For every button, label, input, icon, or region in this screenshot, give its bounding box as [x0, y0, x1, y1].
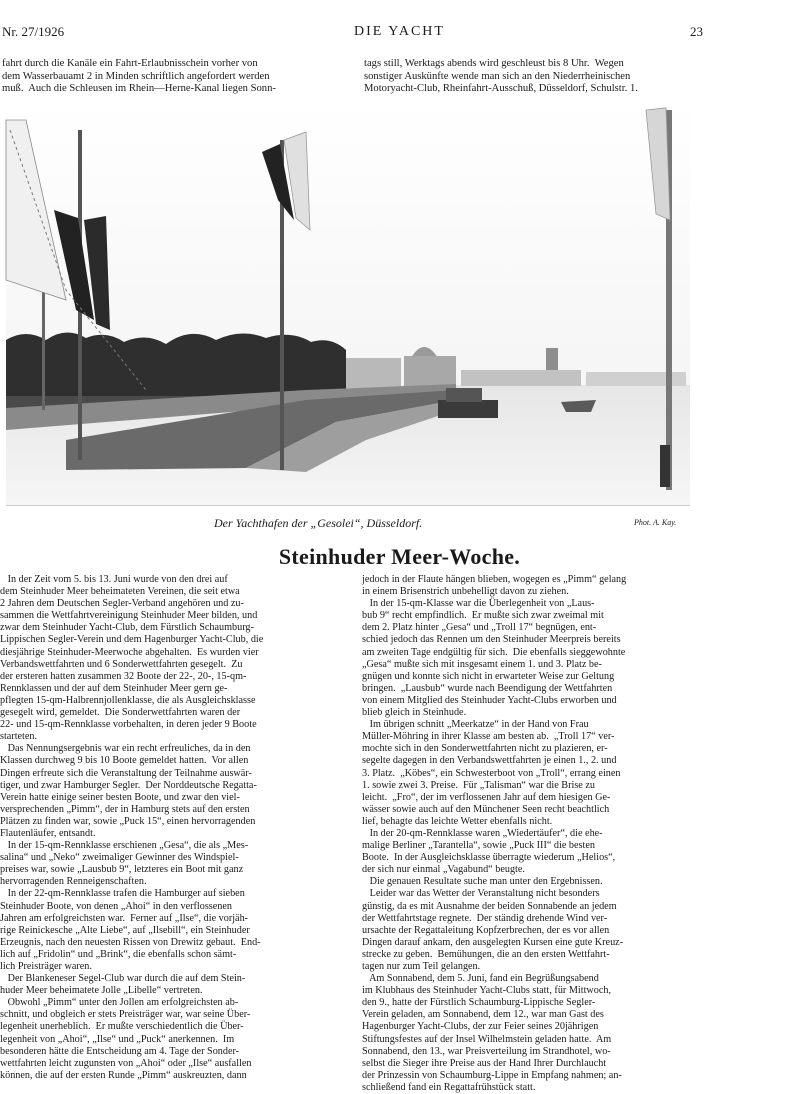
text-line: schließend fand ein Regattafrühstück statt.: [362, 1081, 536, 1093]
text-line: 3. Platz. „Köbes“, ein Schwesterboot von „Troll“, errang einen: [362, 767, 621, 779]
text-line: Rennklassen und der auf dem Steinhuder Meer gern ge-: [0, 682, 228, 694]
text-line: legenheit unerheblich. Er mußte verschiedentlich die Über-: [0, 1021, 244, 1033]
text-line: Hagenburger Yacht-Clubs, der zur Feier seines 20jährigen: [362, 1021, 599, 1033]
text-line: preises war, sowie „Lausbub 9“, letzteres ein Boot mit ganz: [0, 864, 244, 876]
harbor-photo: [6, 100, 690, 506]
text-line: huder Meer beheimatete Jolle „Libelle“ vertreten.: [0, 985, 203, 997]
text-line: schied jedoch das Rennen um den Steinhuder Meerpreis bereits: [362, 634, 621, 646]
text-line: ursachte der Regattaleitung Kopfzerbrechen, der es vor allen: [362, 924, 610, 936]
text-line: Plätzen zu finden war, sowie „Puck 15“, einen hervorragenden: [0, 815, 256, 827]
text-line: der Wettfahrtstage regnete. Der ständig drehende Wind ver-: [362, 912, 608, 924]
text-line: fahrt durch die Kanäle ein Fahrt-Erlaubnisschein vorher von: [2, 58, 258, 69]
text-line: Verein hatte einige seiner besten Boote, und zwar den viel-: [0, 791, 240, 803]
text-line: Dingen erfreute sich die Veranstaltung der Teilnahme auswär-: [0, 767, 252, 779]
text-line: sonstiger Auskünfte wende man sich an den Niederrheinischen: [364, 70, 631, 82]
text-line: salina“ und „Neko“ zweimaliger Gewinner des Windspiel-: [0, 852, 239, 864]
text-line: malige Berliner „Tarantella“, sowie „Puck III“ die besten: [362, 840, 595, 852]
text-line: Obwohl „Pimm“ unter den Jollen am erfolgreichsten ab-: [0, 997, 239, 1009]
text-line: Jahren am erfolgreichsten war. Ferner auf „Ilse“, die vorjäh-: [0, 912, 249, 924]
text-line: Verbandswettfahrten und 6 Sonderwettfahrten gesegelt. Zu: [0, 658, 243, 670]
text-line: gesegelt wird, gemeldet. Die Sonderwettfahrten waren der: [0, 707, 241, 719]
text-line: sammen die Wettfahrtvereinigung Steinhuder Meer bilden, und: [0, 610, 258, 622]
text-line: den 9., hatte der Fürstlich Schaumburg-Lippische Segler-: [362, 997, 596, 1009]
text-line: Flautenläufer, entsandt.: [0, 827, 96, 839]
text-line: gnügen und konnte sich nicht in erwarteter Weise zur Geltung: [362, 670, 615, 682]
text-line: lich Preisträger waren.: [0, 961, 92, 972]
text-line: leicht. „Fro“, der im verflossenen Jahr auf dem hiesigen Ge-: [362, 791, 611, 803]
text-line: diesjährige Steinhuder-Meerwoche abgehalten. Es wurden vier: [0, 646, 259, 658]
continued-text-left: [2, 58, 328, 96]
article-title: Steinhuder Meer-Woche.: [278, 544, 521, 569]
harbor-photo-image: [6, 100, 690, 505]
text-line: Im übrigen schnitt „Meerkatze“ in der Hand von Frau: [362, 719, 589, 731]
text-line: in einem Brisenstrich unbehelligt davon zu ziehen.: [362, 586, 569, 598]
issue-number: Nr. 27/1926: [2, 24, 65, 39]
text-line: Sonnabend, den 13., war Preisverteilung im Strandhotel, wo-: [362, 1045, 611, 1057]
text-line: Motoryacht-Club, Rheinfahrt-Ausschuß, Düsseldorf, Schulstr. 1.: [364, 83, 638, 94]
text-line: Stiftungsfestes auf der Insel Wilhelmstein geladen hatte. Am: [362, 1033, 612, 1045]
article-column-right: [362, 574, 700, 1093]
text-line: Steinhuder Boote, von denen „Ahoi“ in den verflossenen: [0, 900, 232, 912]
text-line: von einem Mitglied des Steinhuder Yacht-Clubs erworben und: [362, 694, 617, 706]
text-line: der ersteren hatten zusammen 32 Boote der 22-, 20-, 15-qm-: [0, 670, 247, 682]
text-line: pflegten 15-qm-Halbrennjollenklasse, die als Ausgleichsklasse: [0, 694, 256, 706]
text-line: der sich nur einmal „Vagabund“ beugte.: [362, 864, 525, 876]
continued-text-right: [364, 58, 704, 96]
photo-credit: Phot. A. Kay.: [634, 518, 677, 527]
text-line: Klassen durchweg 9 bis 10 Boote gemeldet hatten. Vor allen: [0, 755, 249, 767]
text-line: dem Steinhuder Meer beheimateten Vereinen, die seit etwa: [0, 586, 240, 598]
journal-title: DIE YACHT: [354, 24, 445, 39]
text-line: strecke zu geben. Bemühungen, die an den ersten Wettfahrt-: [362, 948, 610, 960]
text-line: wettfahrten leicht zugunsten von „Ahoi“ oder „Ilse“ ausfallen: [0, 1057, 252, 1069]
text-line: besonderen hätte die Entscheidung am 4. Tage der Sonder-: [0, 1045, 240, 1057]
text-line: hervorragenden Renneigenschaften.: [0, 876, 147, 888]
text-line: 2 Jahren dem Deutschen Segler-Verband angehören und zu-: [0, 598, 244, 610]
text-line: Leider war das Wetter der Veranstaltung nicht besonders: [362, 888, 600, 900]
text-line: versprechenden „Pimm“, der in Hamburg stets auf den ersten: [0, 803, 250, 815]
text-line: selbst die Sieger ihre Preise aus der Hand Ihrer Durchlaucht: [362, 1057, 607, 1069]
text-line: bringen. „Lausbub“ wurde nach Beendigung der Wettfahrten: [362, 682, 613, 694]
text-line: Die genauen Resultate suche man unter den Ergebnissen.: [362, 876, 603, 888]
text-line: tags still, Werktags abends wird geschleust bis 8 Uhr. Wegen: [364, 58, 624, 69]
text-line: In der 22-qm-Rennklasse trafen die Hamburger auf sieben: [0, 888, 245, 900]
text-line: rige Reinickesche „Alte Liebe“, auf „Ilsebill“, ein Steinhuder: [0, 924, 250, 936]
text-line: Erzeugnis, nach den neuesten Rissen von Drewitz gebaut. End-: [0, 936, 261, 948]
photo-caption: Der Yachthafen der „Gesolei“, Düsseldorf.: [214, 516, 423, 530]
page-number: 23: [690, 24, 703, 39]
text-line: In der 15-qm-Rennklasse erschienen „Gesa“, die als „Mes-: [0, 840, 249, 852]
page-header: [0, 24, 799, 44]
text-line: Lippischen Segler-Verein und dem Hagenburger Yacht-Club, die: [0, 634, 264, 646]
text-line: 22- und 15-qm-Rennklasse vorbehalten, in deren jeder 9 Boote: [0, 719, 257, 731]
text-line: lich auf „Fridolin“ und „Brink“, die ebenfalls schon sämt-: [0, 948, 237, 960]
text-line: legenheit von „Ahoi“, „Ilse“ und „Puck“ anerkennen. Im: [0, 1033, 235, 1045]
text-line: blieb gleich in Steinhude.: [362, 707, 467, 719]
continued-text: [0, 58, 799, 98]
text-line: tiger, und zwar Hamburger Segler. Der Norddeutsche Regatta-: [0, 779, 257, 791]
text-line: am zweiten Tage endgültig für sich. Die ebenfalls sieggewohnte: [362, 646, 626, 658]
text-line: wässer sowie auch auf den Münchener Seen recht beachtlich: [362, 803, 610, 815]
text-line: muß. Auch die Schleusen im Rhein—Herne-Kanal liegen Sonn-: [2, 83, 276, 94]
text-line: zwar dem Steinhuder Yacht-Club, dem Fürstlich Schaumburg-: [0, 622, 254, 634]
text-line: In der 15-qm-Klasse war die Überlegenheit von „Laus-: [362, 598, 595, 610]
article-column-left: [0, 574, 336, 1081]
text-line: In der Zeit vom 5. bis 13. Juni wurde von den drei auf: [0, 574, 228, 585]
text-line: In der 20-qm-Rennklasse waren „Wiedertäufer“, die ehe-: [362, 827, 603, 839]
text-line: Boote. In der Ausgleichsklasse überragte wiederum „Helios“,: [362, 852, 616, 864]
text-line: günstig, da es mit Ausnahme der beiden Sonnabende an jedem: [362, 900, 617, 912]
text-line: im Klubhaus des Steinhuder Yacht-Clubs statt, für Mittwoch,: [362, 985, 612, 997]
text-line: Am Sonnabend, dem 5. Juni, fand ein Begrüßungsabend: [362, 973, 599, 985]
text-line: können, die auf der ersten Runde „Pimm“ auskreuzten, dann: [0, 1069, 247, 1081]
text-line: schnitt, und obgleich er stets Preisträger war, war seine Über-: [0, 1009, 251, 1021]
text-line: lief, behagte das leichte Wetter ebenfalls nicht.: [362, 815, 553, 827]
text-line: Dingen darauf ankam, den ausgelegten Kursen eine gute Kreuz-: [362, 936, 624, 948]
text-line: dem 2. Platz hinter „Gesa“ und „Troll 17“ begnügen, ent-: [362, 622, 597, 634]
text-line: starteten.: [0, 731, 38, 743]
text-line: Verein geladen, am Sonnabend, dem 12., war man Gast des: [362, 1009, 604, 1021]
text-line: 1. sowie zwei 3. Preise. Für „Talisman“ war die Brise zu: [362, 779, 595, 791]
text-line: Das Nennungsergebnis war ein recht erfreuliches, da in den: [0, 743, 251, 755]
text-line: jedoch in der Flaute hängen blieben, wogegen es „Pimm“ gelang: [362, 574, 627, 585]
text-line: bub 9“ recht empfindlich. Er mußte sich zwar zweimal mit: [362, 610, 604, 622]
text-line: tagen nur zum Teil gelangen.: [362, 961, 481, 972]
text-line: Müller-Möhring in ihrer Klasse am besten ab. „Troll 17“ ver-: [362, 731, 615, 743]
text-line: segelte dagegen in den Verbandswettfahrten je einen 1., 2. und: [362, 755, 617, 767]
text-line: mochte sich in den Sonderwettfahrten nicht zu plazieren, er-: [362, 743, 608, 755]
text-line: Der Blankeneser Segel-Club war durch die auf dem Stein-: [0, 973, 246, 985]
text-line: der Prinzessin von Schaumburg-Lippe in Empfang nahmen; an-: [362, 1069, 622, 1081]
text-line: dem Wasserbauamt 2 in Minden schriftlich angefordert werden: [2, 70, 270, 82]
text-line: „Gesa“ mußte sich mit insgesamt einem 1. und 3. Platz be-: [362, 658, 602, 670]
